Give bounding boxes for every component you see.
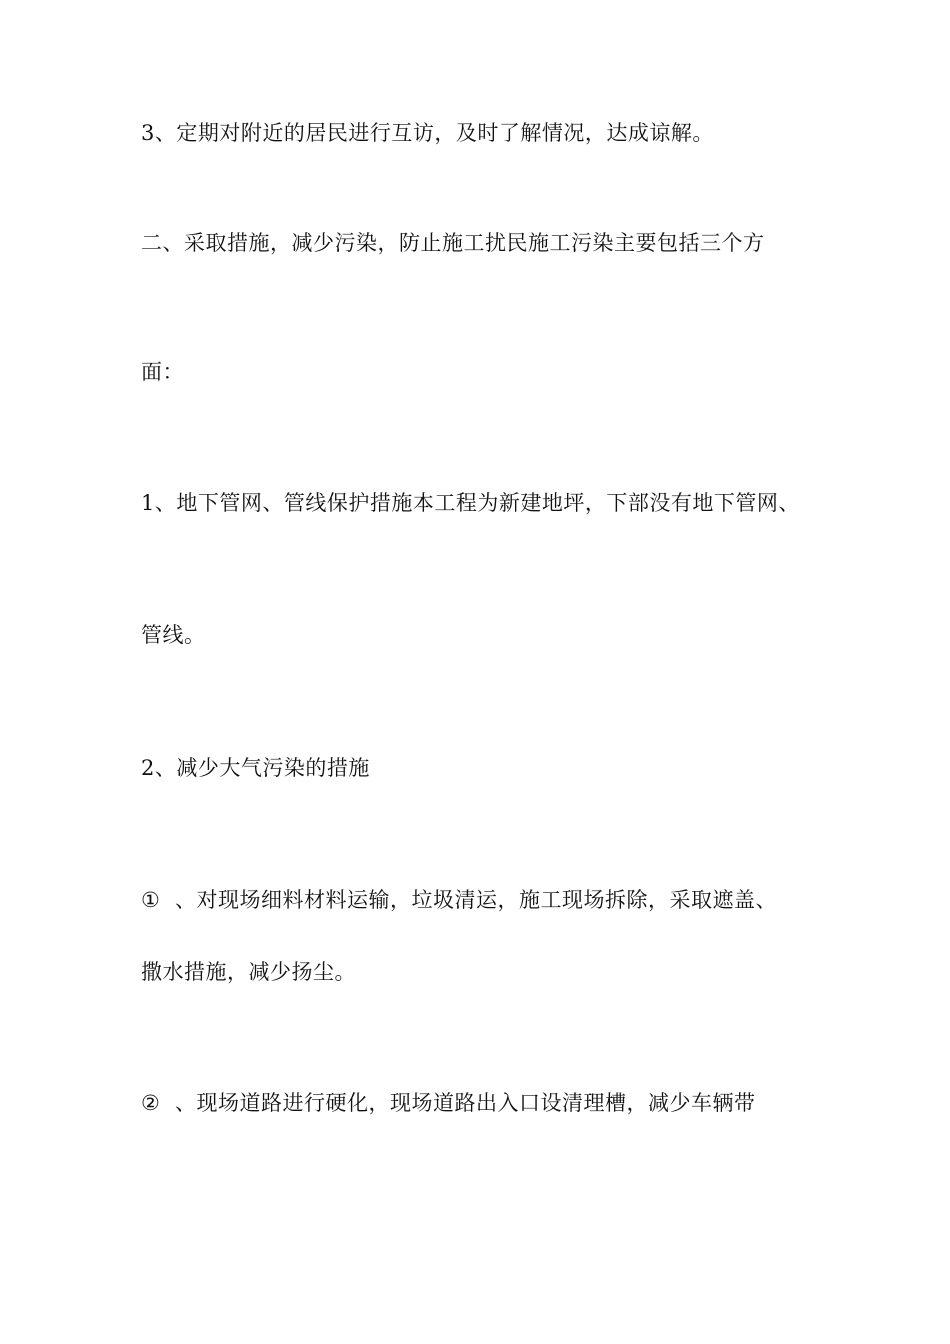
section-heading-continuation: 面：	[141, 360, 184, 384]
paragraph-line: 3、定期对附近的居民进行互访，及时了解情况，达成谅解。	[141, 121, 714, 145]
list-item	[141, 1088, 756, 1118]
list-marker: ①	[141, 888, 161, 912]
list-item-continuation	[141, 957, 356, 987]
list-item	[141, 885, 777, 915]
list-item-text: 、对现场细料材料运输，垃圾清运，施工现场拆除，采取遮盖、	[175, 888, 777, 912]
list-item-text: 、现场道路进行硬化，现场道路出入口设清理槽，减少车辆带	[175, 1091, 756, 1115]
paragraph-continuation: 管线。	[141, 623, 206, 647]
list-item-text: 撒水措施，减少扬尘。	[141, 960, 356, 984]
paragraph-line: 1、地下管网、管线保护措施本工程为新建地坪，下部没有地下管网、	[141, 491, 800, 515]
list-marker: ②	[141, 1091, 161, 1115]
subheading-line: 2、减少大气污染的措施	[141, 756, 370, 780]
section-heading-line: 二、采取措施，减少污染，防止施工扰民施工污染主要包括三个方	[141, 231, 765, 255]
